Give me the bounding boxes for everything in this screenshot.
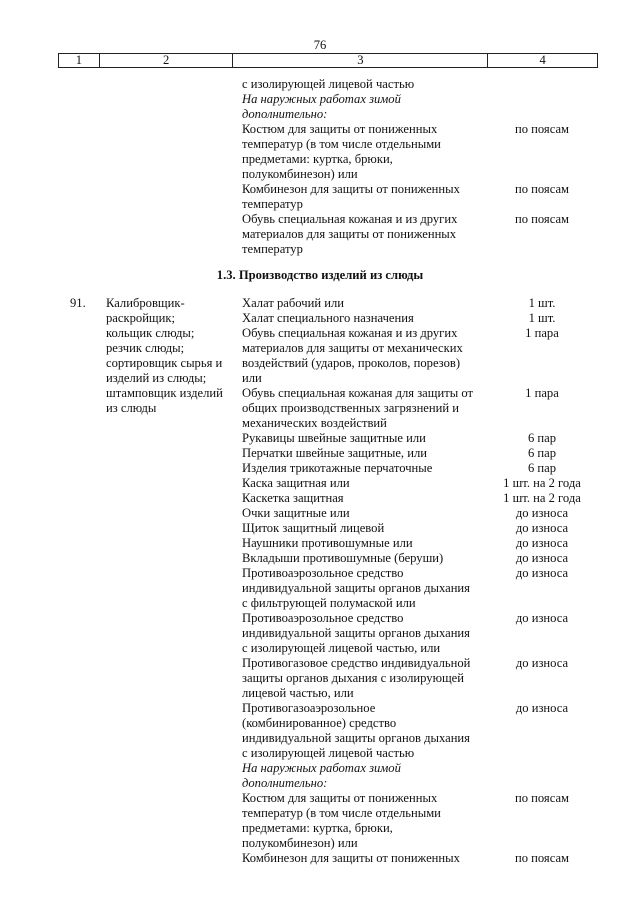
item-text: Халат специального назначения	[242, 311, 414, 325]
item-text: общих производственных загрязнений и	[242, 401, 460, 415]
item-text: Каскетка защитная	[242, 491, 344, 505]
item-text: полукомбинезон) или	[242, 167, 358, 181]
item-norm: до износа	[515, 656, 569, 670]
header-col-3: 3	[233, 54, 488, 67]
item-text: На наружных работах зимой	[242, 761, 401, 775]
item-text: Наушники противошумные или	[242, 536, 413, 550]
item-norm: 1 пара	[525, 386, 559, 400]
item-norm: по поясам	[514, 212, 570, 226]
item-text: дополнительно:	[242, 776, 328, 790]
item-text: лицевой частью, или	[242, 686, 354, 700]
item-text: Изделия трикотажные перчаточные	[242, 461, 433, 475]
profession-line: штамповщик изделий	[106, 386, 223, 400]
item-norm: по поясам	[514, 791, 570, 805]
item-norm: 1 шт.	[528, 311, 556, 325]
item-text: или	[242, 371, 262, 385]
profession-line: сортировщик сырья и	[106, 356, 223, 370]
item-text: Противоаэрозольное средство	[242, 611, 404, 625]
item-text: дополнительно:	[242, 107, 328, 121]
item-norm: до износа	[515, 566, 569, 580]
item-text: с изолирующей лицевой частью	[242, 746, 415, 760]
item-text: Рукавицы швейные защитные или	[242, 431, 426, 445]
item-text: Очки защитные или	[242, 506, 350, 520]
item-text: На наружных работах зимой	[242, 92, 401, 106]
item-text: индивидуальной защиты органов дыхания	[242, 581, 470, 595]
item-norm: до износа	[515, 536, 569, 550]
header-col-1: 1	[59, 54, 100, 67]
item-norm: 6 пар	[527, 431, 557, 445]
item-text: с фильтрующей полумаской или	[242, 596, 416, 610]
profession-line: раскройщик;	[106, 311, 175, 325]
item-text: Обувь специальная кожаная и из других	[242, 212, 458, 226]
item-norm: 1 пара	[525, 326, 559, 340]
item-text: с изолирующей лицевой частью	[242, 77, 415, 91]
item-text: (комбинированное) средство	[242, 716, 397, 730]
item-norm: по поясам	[514, 122, 570, 136]
item-text: индивидуальной защиты органов дыхания	[242, 731, 470, 745]
header-col-4: 4	[539, 53, 546, 67]
item-norm: до износа	[515, 551, 569, 565]
item-text: Костюм для защиты от пониженных	[242, 791, 438, 805]
item-text: Противогазоаэрозольное	[242, 701, 376, 715]
profession-line: изделий из слюды;	[106, 371, 207, 385]
item-text: Противоаэрозольное средство	[242, 566, 404, 580]
item-text: с изолирующей лицевой частью, или	[242, 641, 441, 655]
item-text: Комбинезон для защиты от пониженных	[242, 851, 460, 865]
item-norm: до износа	[515, 701, 569, 715]
item-norm: 1 шт.	[528, 296, 556, 310]
item-norm: 1 шт. на 2 года	[503, 491, 581, 505]
item-text: температур (в том числе отдельными	[242, 806, 441, 820]
profession-line: Калибровщик-	[106, 296, 185, 310]
item-norm: 1 шт. на 2 года	[503, 476, 581, 490]
section-title: 1.3. Производство изделий из слюды	[216, 268, 424, 282]
page-number: 76	[313, 38, 327, 52]
item-text: Противогазовое средство индивидуальной	[242, 656, 471, 670]
item-text: материалов для защиты от механических	[242, 341, 463, 355]
header-col-2: 2	[100, 54, 234, 67]
item-text: температур (в том числе отдельными	[242, 137, 441, 151]
entry-number: 91.	[70, 296, 86, 310]
item-text: предметами: куртка, брюки,	[242, 152, 393, 166]
profession-line: резчик слюды;	[106, 341, 185, 355]
item-text: Костюм для защиты от пониженных	[242, 122, 438, 136]
item-norm: по поясам	[514, 851, 570, 865]
item-norm: по поясам	[514, 182, 570, 196]
item-text: Обувь специальная кожаная и из других	[242, 326, 458, 340]
item-text: Обувь специальная кожаная для защиты от	[242, 386, 473, 400]
item-text: полукомбинезон) или	[242, 836, 358, 850]
item-text: предметами: куртка, брюки,	[242, 821, 393, 835]
profession-line: кольщик слюды;	[106, 326, 195, 340]
item-text: температур	[242, 242, 303, 256]
item-norm: до износа	[515, 521, 569, 535]
item-text: Халат рабочий или	[242, 296, 344, 310]
item-text: Каска защитная или	[242, 476, 350, 490]
item-norm: до износа	[515, 611, 569, 625]
item-text: Щиток защитный лицевой	[242, 521, 385, 535]
item-text: Комбинезон для защиты от пониженных	[242, 182, 460, 196]
item-text: Вкладыши противошумные (беруши)	[242, 551, 444, 565]
item-text: температур	[242, 197, 303, 211]
item-norm: 6 пар	[527, 461, 557, 475]
item-text: воздействий (ударов, проколов, порезов)	[242, 356, 461, 370]
profession-line: из слюды	[106, 401, 157, 415]
item-text: защиты органов дыхания с изолирующей	[242, 671, 465, 685]
table-header	[58, 53, 598, 68]
item-norm: до износа	[515, 506, 569, 520]
item-text: механических воздействий	[242, 416, 387, 430]
item-norm: 6 пар	[527, 446, 557, 460]
item-text: Перчатки швейные защитные, или	[242, 446, 427, 460]
item-text: индивидуальной защиты органов дыхания	[242, 626, 470, 640]
item-text: материалов для защиты от пониженных	[242, 227, 457, 241]
